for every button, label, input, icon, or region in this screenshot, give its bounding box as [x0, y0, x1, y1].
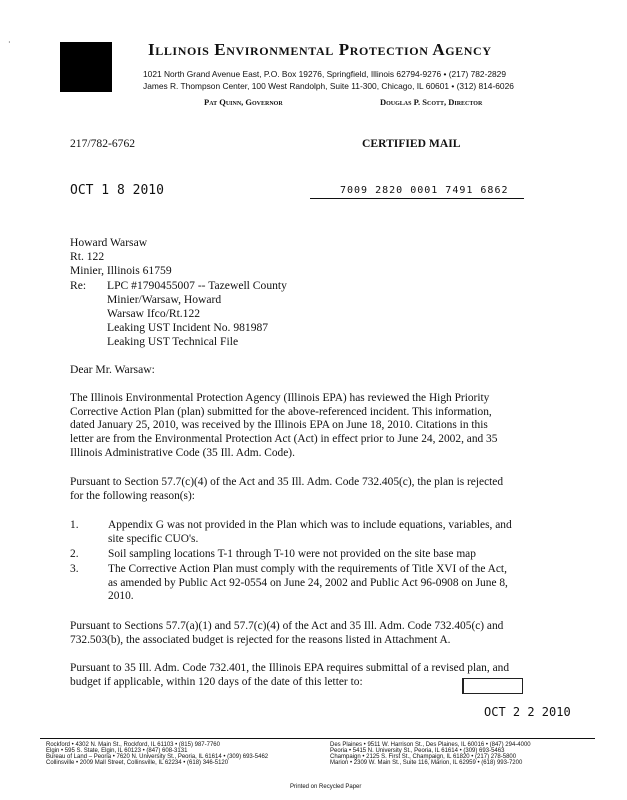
footer-office: Peoria • 5415 N. University St., Peoria, IL 61614 • (309) 693-5463 — [330, 748, 505, 754]
recipient-name: Howard Warsaw — [70, 236, 148, 249]
paragraph-line: Illinois Administrative Code (35 Ill. Adm. Code). — [70, 446, 295, 459]
re-line: LPC #1790455007 -- Tazewell County — [107, 279, 287, 292]
recipient-street: Rt. 122 — [70, 250, 105, 263]
paragraph-line: letter are from the Environmental Protection Act (Act) in effect prior to June 24, 2002, and 35 — [70, 433, 498, 446]
agency-logo — [60, 42, 112, 92]
reason-number: 3. — [70, 563, 79, 575]
paragraph-line: Pursuant to Sections 57.7(a)(1) and 57.7(c)(4) of the Act and 35 Ill. Adm. Code 732.405(c) and — [70, 620, 504, 632]
paragraph-line: Pursuant to Section 57.7(c)(4) of the Act and 35 Ill. Adm. Code 732.405(c), the plan is rejected — [70, 476, 504, 488]
footer-office: Rockford • 4302 N. Main St., Rockford, IL 61103 • (815) 987-7760 — [46, 742, 220, 748]
footer-office: Marion • 2309 W. Main St., Suite 116, Marion, IL 62959 • (618) 993-7200 — [330, 760, 523, 766]
re-line: Leaking UST Technical File — [107, 335, 239, 348]
footer-right — [330, 742, 531, 766]
reason-line: Appendix G was not provided in the Plan which was to include equations, variables, and — [108, 519, 512, 531]
paragraph-line: The Illinois Environmental Protection Agency (Illinois EPA) has reviewed the High Priority — [70, 392, 490, 404]
margin-mark: · — [8, 38, 11, 47]
paragraph-review — [70, 392, 570, 461]
date-stamp: OCT 1 8 2010 — [70, 183, 164, 198]
address-line-1: 1021 North Grand Avenue East, P.O. Box 19276, Springfield, Illinois 62794-9276 • (217) 782-2829 — [143, 69, 506, 79]
salutation: Dear Mr. Warsaw: — [70, 363, 155, 376]
paragraph-line: for the following reason(s): — [70, 489, 195, 502]
recycled-paper-note: Printed on Recycled Paper — [290, 784, 362, 790]
re-line: Warsaw Ifco/Rt.122 — [107, 307, 201, 320]
director-name: Douglas P. Scott, Director — [380, 97, 483, 107]
footer-office: Elgin • 595 S. State, Elgin, IL 60123 • (847) 608-3131 — [46, 748, 188, 754]
footer-office: Bureau of Land – Peoria • 7620 N. University St., Peoria, IL 61614 • (309) 693-5462 — [46, 754, 269, 760]
certified-mail-label: CERTIFIED MAIL — [362, 137, 461, 150]
paragraph-line: 732.503(b), the associated budget is rejected for the reasons listed in Attachment A. — [70, 633, 451, 646]
reason-line: Soil sampling locations T-1 through T-10 were not provided on the site base map — [108, 548, 476, 560]
reason-line: site specific CUO's. — [108, 532, 199, 545]
re-line: Leaking UST Incident No. 981987 — [107, 321, 269, 334]
certified-number: 7009 2820 0001 7491 6862 — [340, 185, 509, 196]
footer-left — [46, 742, 268, 766]
footer-divider — [40, 738, 595, 739]
reason-number: 1. — [70, 519, 79, 531]
phone-reference: 217/782-6762 — [70, 137, 136, 150]
handwritten-mark — [462, 678, 523, 694]
paragraph-line: budget if applicable, within 120 days of the date of this letter to: — [70, 675, 363, 688]
paragraph-line: dated January 25, 2010, was received by the Illinois EPA on June 18, 2010. Citations in this — [70, 419, 488, 432]
re-line: Minier/Warsaw, Howard — [107, 293, 222, 306]
certified-number-box — [310, 184, 524, 199]
footer-office: Des Plaines • 9511 W. Harrison St., Des Plaines, IL 60016 • (847) 294-4000 — [330, 742, 531, 748]
governor-name: Pat Quinn, Governor — [204, 97, 283, 107]
paragraph-line: Pursuant to 35 Ill. Adm. Code 732.401, the Illinois EPA requires submittal of a revised plan, and — [70, 662, 510, 674]
agency-name: Illinois Environmental Protection Agency — [148, 40, 492, 59]
reason-line: 2010. — [108, 590, 134, 603]
re-label: Re: — [70, 279, 87, 292]
reason-line: as amended by Public Act 92-0554 on June 24, 2002 and Public Act 96-0908 on June 8, — [108, 576, 508, 589]
footer-office: Collinsville • 2009 Mall Street, Collinsville, IL 62234 • (618) 346-5120 — [46, 760, 229, 766]
recipient-city: Minier, Illinois 61759 — [70, 264, 172, 277]
footer-office: Champaign • 2125 S. First St., Champaign, IL 61820 • (217) 278-5800 — [330, 754, 517, 760]
reason-number: 2. — [70, 548, 79, 560]
reason-line: The Corrective Action Plan must comply with the requirements of Title XVI of the Act, — [108, 563, 507, 575]
address-line-2: James R. Thompson Center, 100 West Randolph, Suite 11-300, Chicago, IL 60601 • (312) 814-6026 — [143, 81, 514, 91]
paragraph-line: Corrective Action Plan (plan) submitted for the above-referenced incident. This information, — [70, 405, 492, 418]
received-stamp: OCT 2 2 2010 — [484, 705, 571, 719]
paragraph-rejection — [70, 476, 570, 503]
paragraph-budget — [70, 620, 570, 647]
